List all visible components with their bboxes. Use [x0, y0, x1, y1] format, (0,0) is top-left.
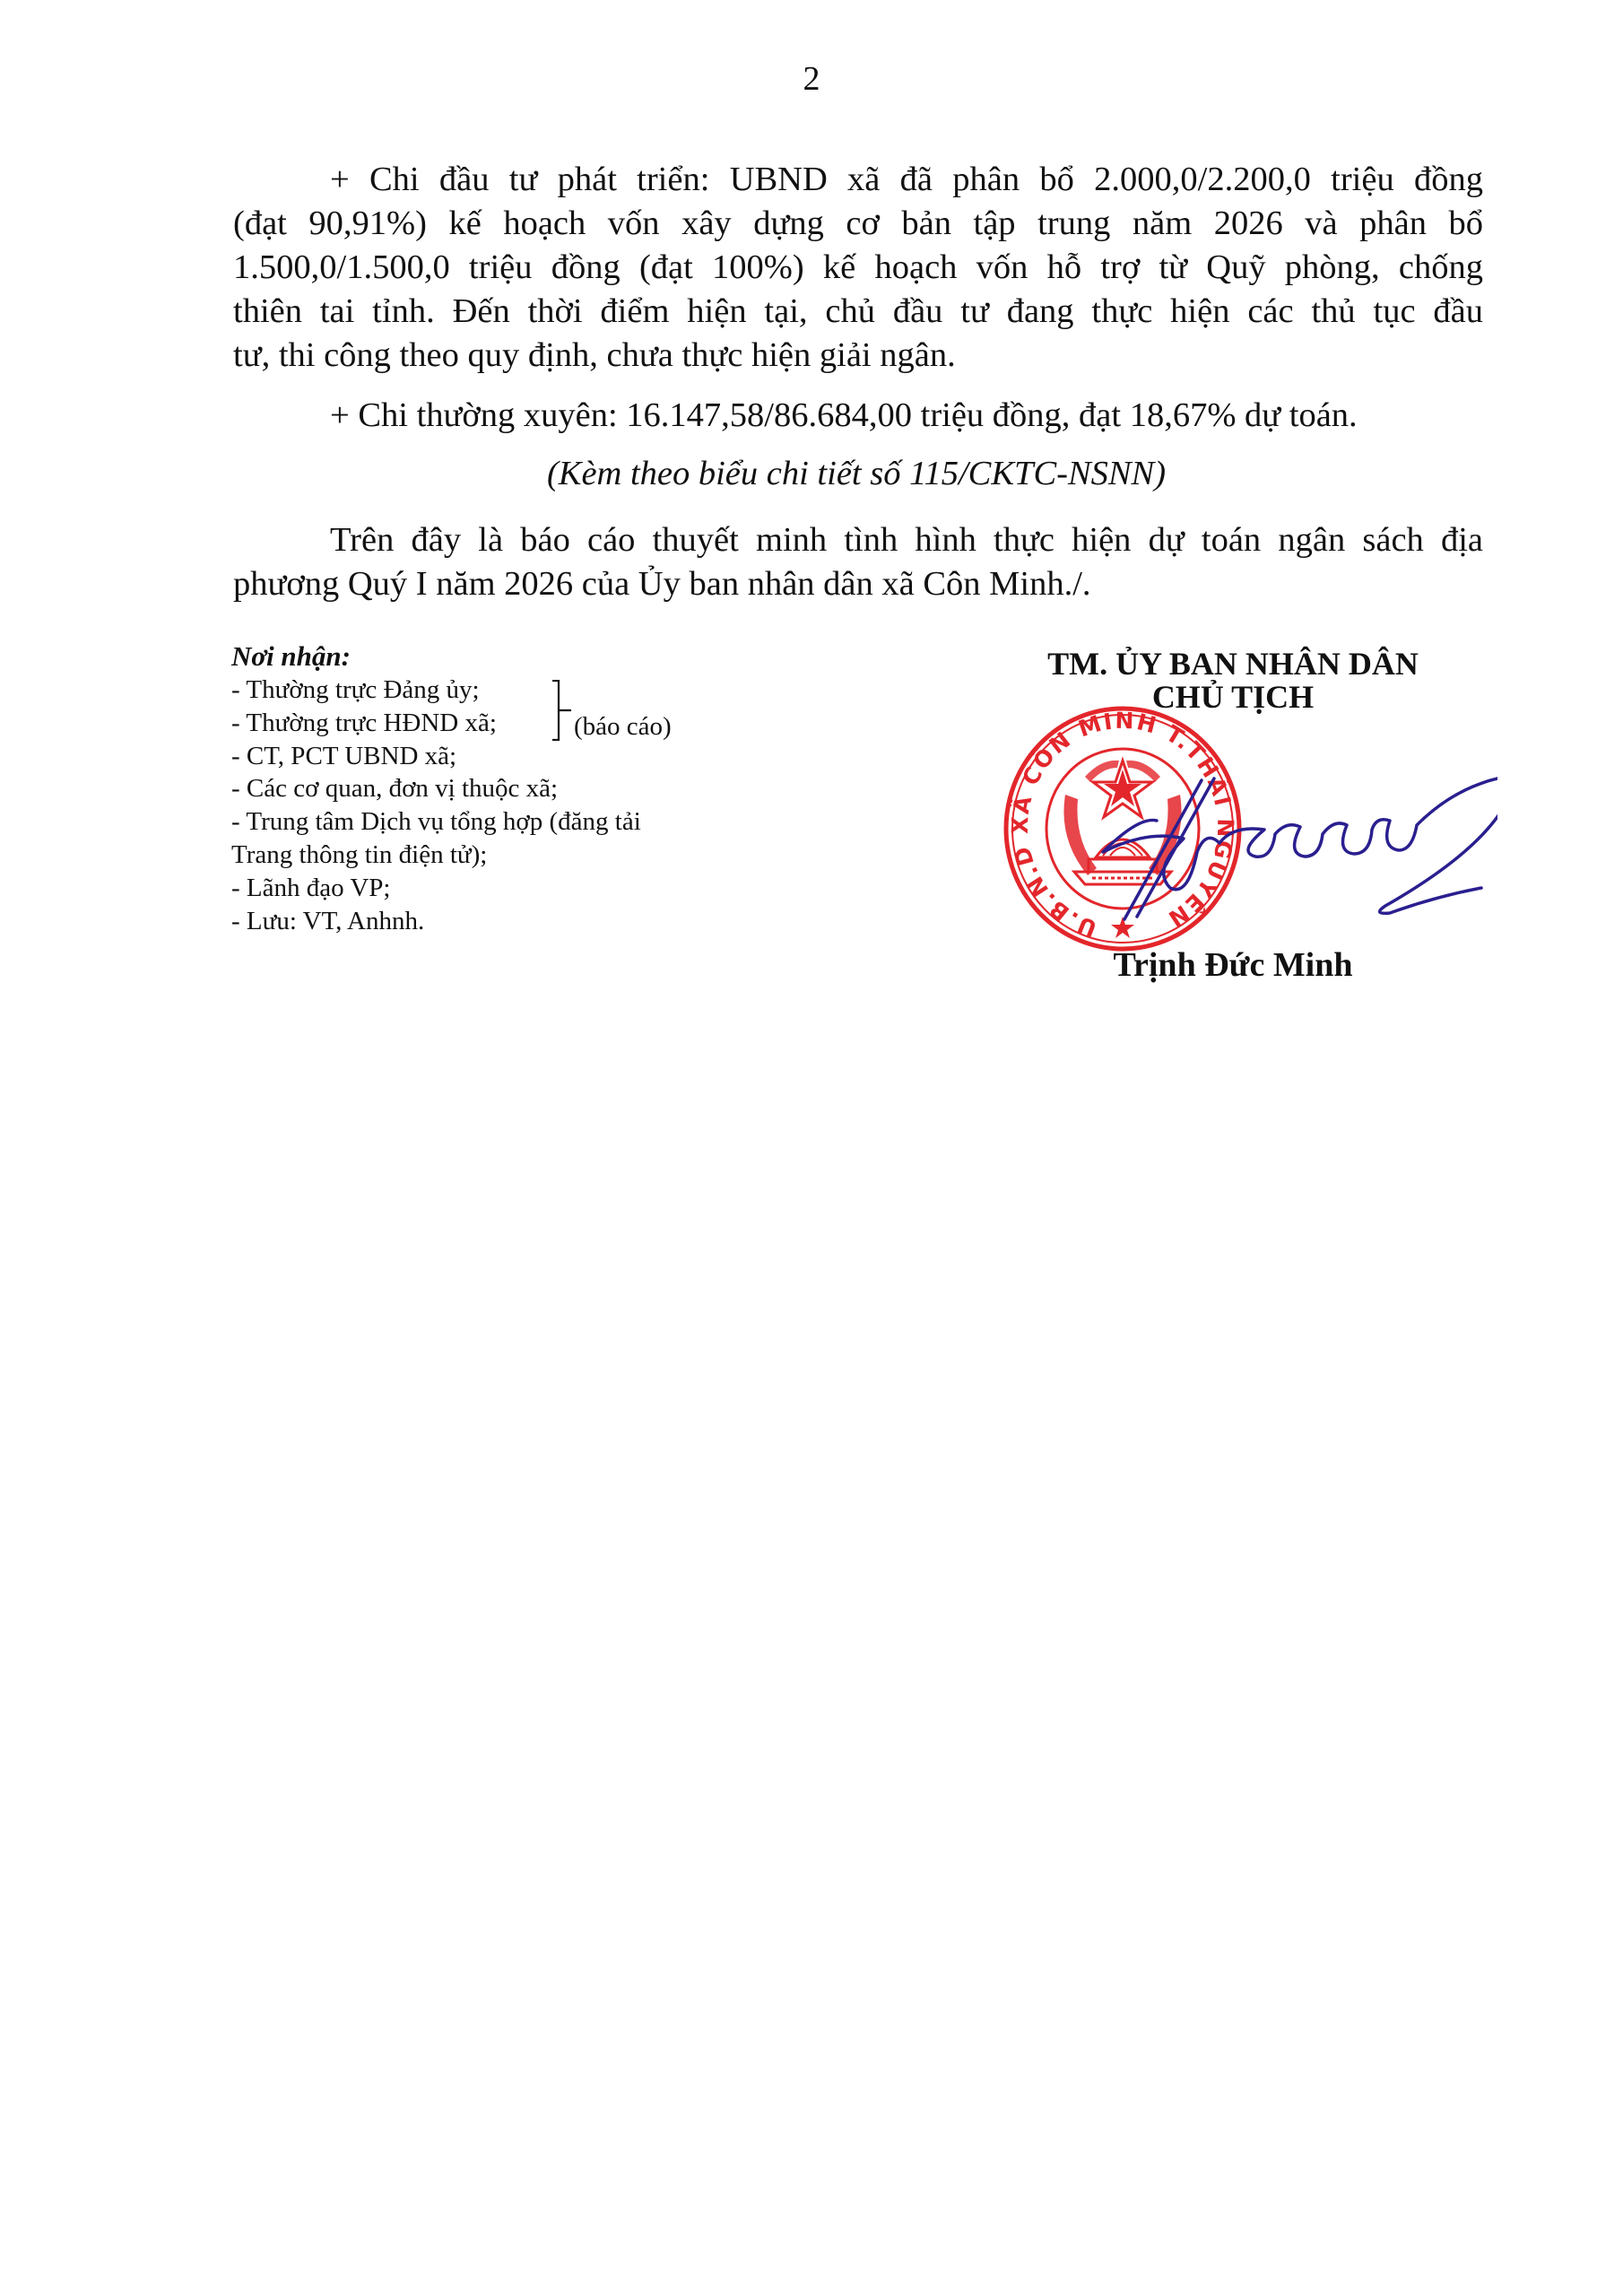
- page-number: 2: [803, 60, 820, 98]
- paragraph-conclusion: [233, 518, 1483, 606]
- paragraph-recurrent-spending: [233, 394, 1483, 438]
- paragraph-line: + Chi đầu tư phát triển: UBND xã đã phân bổ 2.000,0/2.200,0 triệu đồng: [330, 161, 1483, 198]
- signature-header: [986, 648, 1480, 714]
- paragraph-line: (đạt 90,91%) kế hoạch vốn xây dựng cơ bản tập trung năm 2026 và phân bổ: [233, 204, 1483, 242]
- position-label: CHỦ TỊCH: [1151, 679, 1315, 715]
- recipient-item: - Lãnh đạo VP;: [231, 873, 391, 902]
- recipient-item: - Lưu: VT, Anhnh.: [231, 906, 425, 935]
- recipient-item: - Thường trực HĐND xã;: [231, 708, 497, 737]
- paragraph-line: + Chi thường xuyên: 16.147,58/86.684,00 triệu đồng, đạt 18,67% dự toán.: [330, 396, 1358, 434]
- attachment-note: (Kèm theo biểu chi tiết số 115/CKTC-NSNN): [546, 455, 1167, 492]
- recipients-title: Nơi nhận:: [231, 640, 351, 672]
- paragraph-line: phương Quý I năm 2026 của Ủy ban nhân dân xã Côn Minh./.: [233, 565, 1091, 603]
- recipients-list: [231, 639, 641, 937]
- signer-name: Trịnh Đức Minh: [1113, 946, 1353, 984]
- right-brace-icon: [552, 680, 572, 741]
- recipient-item: - Trung tâm Dịch vụ tổng hợp (đăng tải: [231, 807, 641, 837]
- paragraph-line: Trên đây là báo cáo thuyết minh tình hình thực hiện dự toán ngân sách địa: [330, 521, 1483, 559]
- paragraph-line: thiên tai tỉnh. Đến thời điểm hiện tại, chủ đầu tư đang thực hiện các thủ tục đầu: [233, 292, 1483, 330]
- recipient-item: - Các cơ quan, đơn vị thuộc xã;: [231, 774, 559, 804]
- report-label: (báo cáo): [574, 712, 672, 741]
- paragraph-line: 1.500,0/1.500,0 triệu đồng (đạt 100%) kế hoạch vốn hỗ trợ từ Quỹ phòng, chống: [233, 248, 1483, 286]
- on-behalf-label: TM. ỦY BAN NHÂN DÂN: [1047, 646, 1419, 682]
- recipient-item: Trang thông tin điện tử);: [231, 839, 488, 869]
- recipient-item: - Thường trực Đảng ủy;: [231, 675, 480, 704]
- svg-text:U.B.N.D XÃ CÔN MINH T.THÁI NGU: U.B.N.D XÃ CÔN MINH T.THÁI NGUYÊN: [1006, 707, 1239, 943]
- handwritten-signature: [1031, 753, 1497, 933]
- recipient-item: - CT, PCT UBND xã;: [231, 741, 457, 770]
- paragraph-line: tư, thi công theo quy định, chưa thực hiện giải ngân.: [233, 336, 956, 374]
- paragraph-development-spending: [233, 158, 1483, 378]
